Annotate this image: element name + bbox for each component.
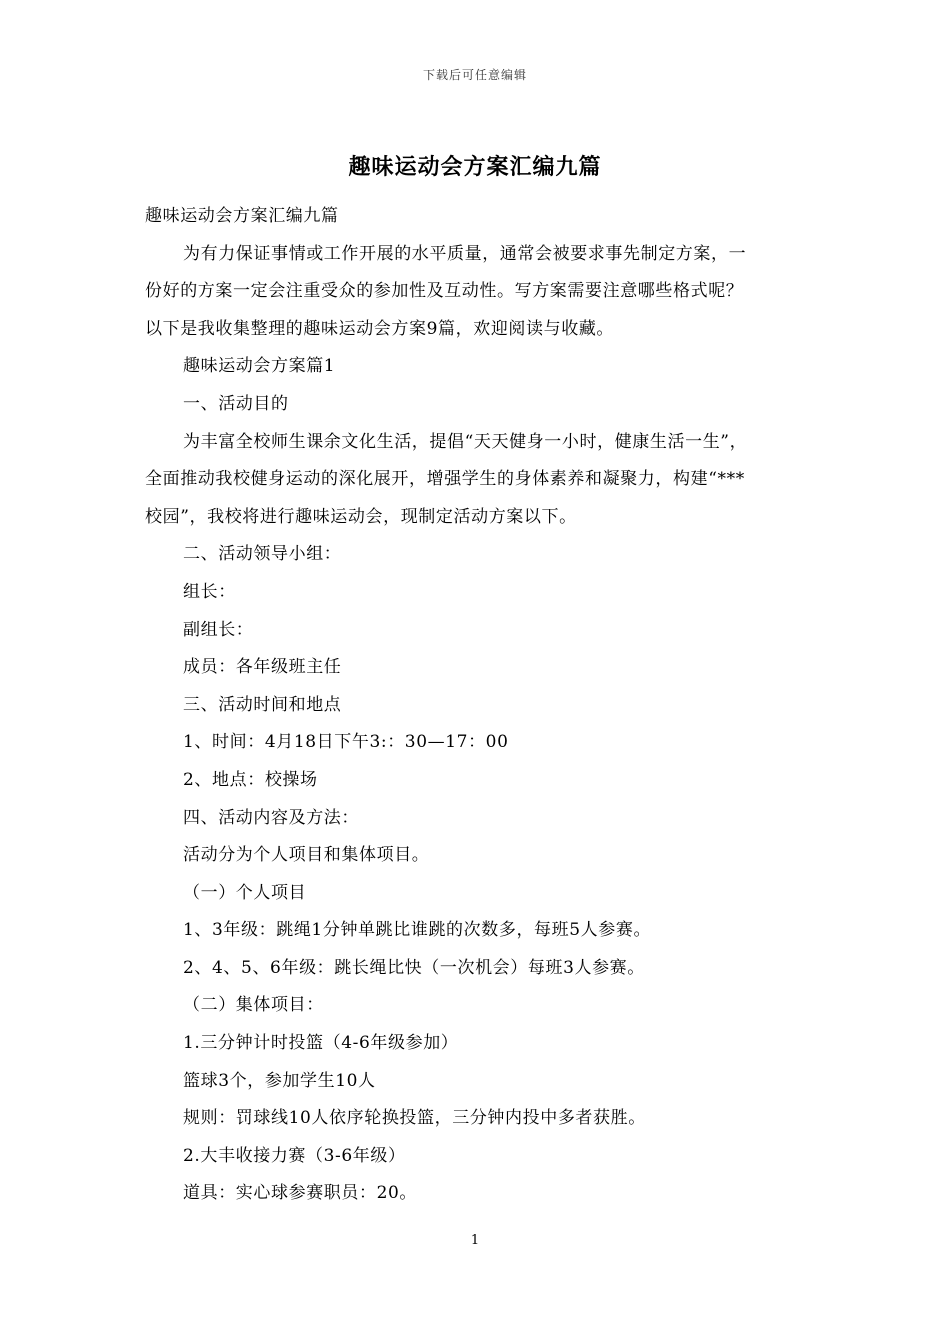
intro-paragraph bbox=[145, 236, 810, 349]
intro-line: 份好的方案一定会注重受众的参加性及互动性。写方案需要注意哪些格式呢？ bbox=[145, 281, 744, 302]
leader-line: 组长： bbox=[183, 581, 236, 602]
group-event-detail: 篮球3个，参加学生10人 bbox=[183, 1070, 376, 1091]
purpose-line: 校园”，我校将进行趣味运动会，现制定活动方案以下。 bbox=[145, 506, 577, 527]
group-event-detail: 道具：实心球参赛职员：20。 bbox=[183, 1183, 418, 1204]
purpose-line: 全面推动我校健身运动的深化展开，增强学生的身体素养和凝聚力，构建“*** bbox=[145, 469, 745, 490]
individual-event-line: 1、3年级：跳绳1分钟单跳比谁跳的次数多，每班5人参赛。 bbox=[183, 920, 652, 941]
content-method-heading: 四、活动内容及方法： bbox=[183, 807, 359, 828]
time-line: 1、时间：4月18日下午3:：30—17：00 bbox=[183, 732, 509, 753]
document-body bbox=[145, 198, 810, 1213]
deputy-leader-line: 副组长： bbox=[183, 619, 254, 640]
group-event-title: 1.三分钟计时投篮（4-6年级参加） bbox=[183, 1033, 459, 1054]
purpose-line: 为丰富全校师生课余文化生活，提倡“天天健身一小时，健康生活一生”， bbox=[183, 431, 748, 452]
individual-events-heading: （一）个人项目 bbox=[183, 882, 307, 903]
header-note: 下载后可任意编辑 bbox=[422, 68, 527, 82]
document-subtitle: 趣味运动会方案汇编九篇 bbox=[145, 206, 339, 226]
leadership-heading: 二、活动领导小组： bbox=[183, 544, 342, 565]
content-summary-line: 活动分为个人项目和集体项目。 bbox=[183, 845, 430, 866]
place-line: 2、地点：校操场 bbox=[183, 769, 318, 790]
group-events-heading: （二）集体项目： bbox=[183, 995, 324, 1016]
purpose-heading: 一、活动目的 bbox=[183, 393, 289, 414]
section-title: 趣味运动会方案篇1 bbox=[183, 356, 336, 377]
document-title: 趣味运动会方案汇编九篇 bbox=[348, 154, 602, 180]
group-event-title: 2.大丰收接力赛（3-6年级） bbox=[183, 1145, 406, 1166]
intro-line: 为有力保证事情或工作开展的水平质量，通常会被要求事先制定方案，一 bbox=[183, 243, 747, 264]
members-line: 成员：各年级班主任 bbox=[183, 657, 342, 678]
intro-line: 以下是我收集整理的趣味运动会方案9篇，欢迎阅读与收藏。 bbox=[145, 318, 615, 339]
individual-event-line: 2、4、5、6年级：跳长绳比快（一次机会）每班3人参赛。 bbox=[183, 957, 645, 978]
group-event-rule: 规则：罚球线10人依序轮换投篮，三分钟内投中多者获胜。 bbox=[183, 1108, 646, 1129]
page-number: 1 bbox=[470, 1233, 480, 1248]
purpose-paragraph bbox=[145, 424, 810, 537]
time-place-heading: 三、活动时间和地点 bbox=[183, 694, 342, 715]
